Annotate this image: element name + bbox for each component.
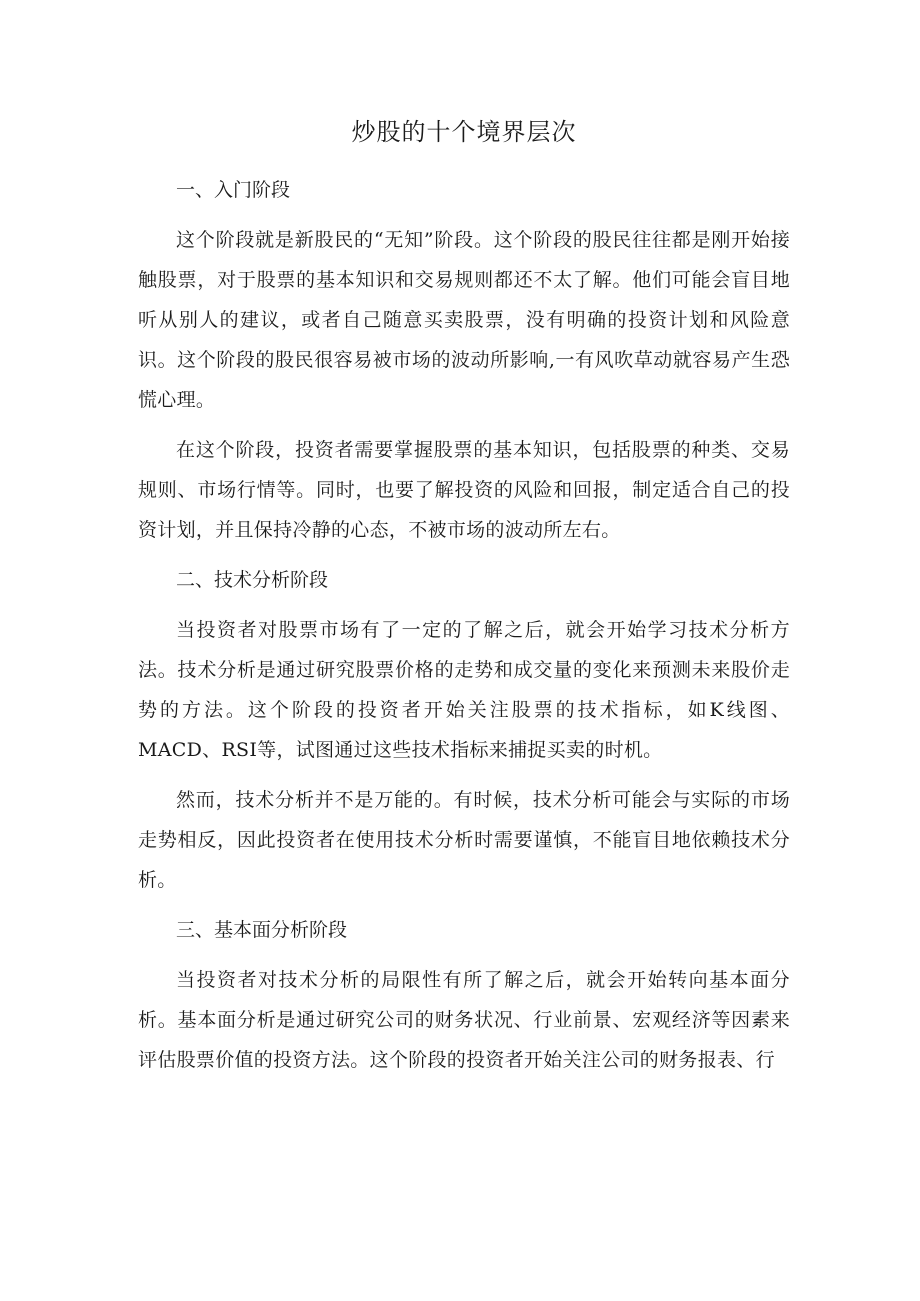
section-heading: 一、入门阶段 <box>176 179 291 201</box>
document-title: 炒股的十个境界层次 <box>351 118 577 146</box>
section-1 <box>138 170 790 550</box>
section-heading: 三、基本面分析阶段 <box>176 919 348 941</box>
paragraph: 当投资者对技术分析的局限性有所了解之后，就会开始转向基本面分析。基本面分析是通过研究公司的财务状况、行业前景、宏观经济等因素来评估股票价值的投资方法。这个阶段的投资者开始关注公司的财务报表、行 <box>138 969 790 1071</box>
section-2 <box>138 560 790 900</box>
document-page <box>138 112 790 1090</box>
paragraph: 当投资者对股票市场有了一定的了解之后，就会开始学习技术分析方法。技术分析是通过研究股票价格的走势和成交量的变化来预测未来股价走势的方法。这个阶段的投资者开始关注股票的技术指标，如K线图、MACD、RSI等，试图通过这些技术指标来捕捉买卖的时机。 <box>138 619 790 761</box>
section-3 <box>138 910 790 1080</box>
paragraph: 在这个阶段，投资者需要掌握股票的基本知识，包括股票的种类、交易规则、市场行情等。同时，也要了解投资的风险和回报，制定适合自己的投资计划，并且保持冷静的心态，不被市场的波动所左右。 <box>138 439 790 541</box>
paragraph: 然而，技术分析并不是万能的。有时候，技术分析可能会与实际的市场走势相反，因此投资者在使用技术分析时需要谨慎，不能盲目地依赖技术分析。 <box>138 789 790 891</box>
section-heading: 二、技术分析阶段 <box>176 569 329 591</box>
paragraph: 这个阶段就是新股民的“无知”阶段。这个阶段的股民往往都是刚开始接触股票，对于股票的基本知识和交易规则都还不太了解。他们可能会盲目地听从别人的建议，或者自己随意买卖股票，没有明确的投资计划和风险意识。这个阶段的股民很容易被市场的波动所影响,一有风吹草动就容易产生恐慌心理。 <box>138 229 790 411</box>
